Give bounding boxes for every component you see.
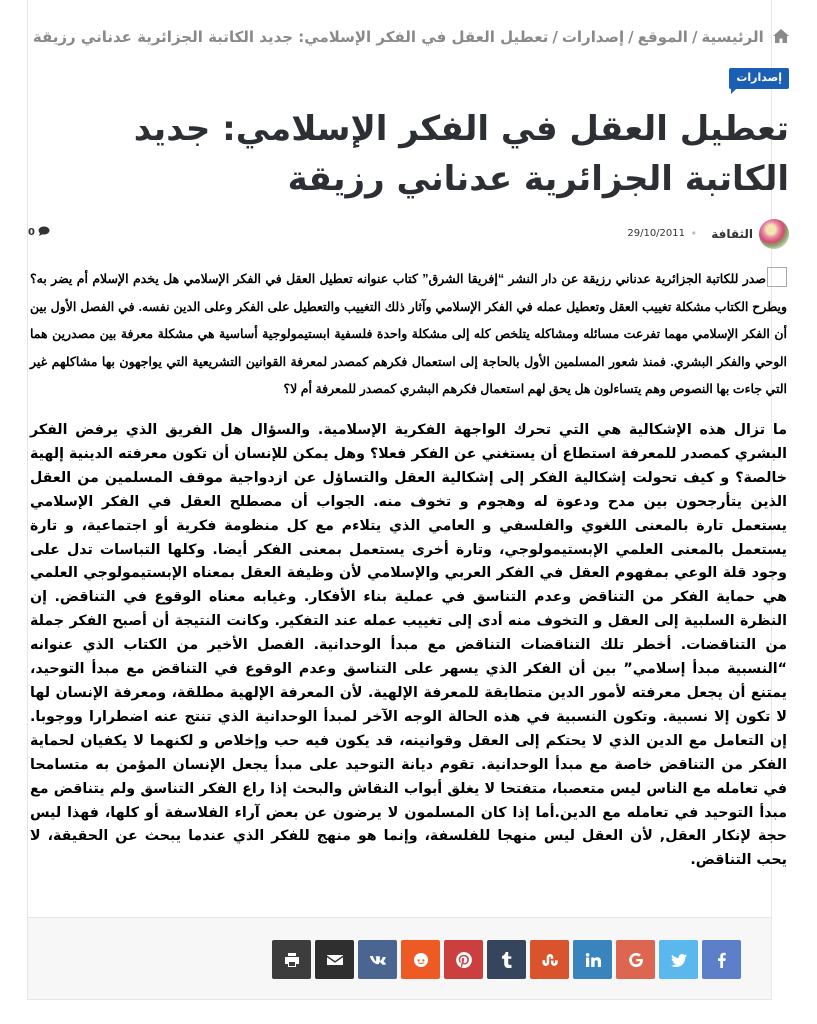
post-body: ما تزال هذه الإشكالية هي التي تحرك الواجهة الفكرية الإسلامية. والسؤال هل الفريق الذي يرفض الفكر البشري كمصدر للمعرفة استطاع أن يستغني عن الفكر فعلا؟ وهل يمكن للإنسان أن تكون معرفته الدينية إلهية خالصة؟ و كيف تحولت إشكالية الفكر إلى إشكالية العقل والتساؤل عن ازدواجية موقف المسلمين من العقل الذين يتأرجحون بين مدح ودعوة له وهجوم و تخوف منه. الجواب أن مصطلح العقل في الفكر الإسلامي يستعمل تارة بالمعنى اللغوي والفلسفي و العامي الذي يتلاءم مع كل منظومة فكرية أو اجتماعية، و تارة يستعمل بالمعنى العلمي الإبستيمولوجي، وتارة أخرى يستعمل بمعنى الفكر أيضا. وكلها التباسات تدل على وجود قلة الوعي بمفهوم العقل في الفكر العربي والإسلامي لأن وظيفة العقل بمعناه الإبستيمولوجي العلمي هي حماية الفكر من التناقض وعدم التناسق في عملية بناء الأفكار. وغيابه معناه الوقوع في التناقض. إن النظرة السلبية إلى العقل و التخوف منه أدى إلى تغييب عمله عند التفكير. وكانت النتيجة أن أصبح الفكر جملة من التناقضات. أخطر تلك التناقضات التناقض مع مبدأ الوحدانية. الفصل الأخير من الكتاب الذي عنوانه “النسبية مبدأ إسلامي” بين أن الفكر الذي يسهر على التناسق وعدم الوقوع في التناقض مع مبدأ التوحيد، يمتنع أن يجعل معرفته لأمور الدين متطابقة للمعرفة الإلهية. لأن المعرفة الإلهية مطلقة، ومعرفة الإنسان لها لا تكون إلا نسبية. وتكون النسبية في هذه الحالة الوجه الآخر لمبدأ الوحدانية الذي تنتج عنه اضطرارا ووجوبا. إن التعامل مع الدين الذي لا يحتكم إلى العقل وقوانينه، قد يكون فيه حب وإخلاص و لكنهما لا يكفيان لحماية الفكر من التناقض خاصة مع مبدأ الوحدانية. تقوم ديانة التوحيد على مبدأ يجعل الإنسان المؤمن به متسامحا في تعامله مع الناس ليس متعصبا، متفتحا لا يغلق أبواب النقاش والبحث إذا راع الفكر التناسق ولم يتناقض مع مبدأ التوحيد في تعامله مع الدين.أما إذا كان المسلمون لا يرضون عن بعض آراء الفلاسفة أو كلها، فهذا ليس حجة لإنكار العقل, لأن العقل ليس منهجا للفلسفة، وإنما هو منهج للفكر الذي عندما يبحث عن الحقيقة، لا يحب التناقض. [30,422,787,869]
share-email-button[interactable] [315,940,354,979]
share-stumbleupon-button[interactable] [530,940,569,979]
share-reddit-button[interactable] [401,940,440,979]
comments-icon [38,226,50,236]
share-pinterest-button[interactable] [444,940,483,979]
share-bar [27,917,772,1000]
breadcrumb-site[interactable]: الموقع [637,28,688,46]
pinterest-icon [456,952,472,968]
broken-image-placeholder [767,267,787,287]
envelope-icon [327,952,343,968]
linkedin-icon [585,952,601,968]
post-title: تعطيل العقل في الفكر الإسلامي: جديد الكاتبة الجزائرية عدناني رزيقة [133,109,789,199]
share-tumblr-button[interactable] [487,940,526,979]
author-avatar[interactable] [759,219,789,249]
home-icon[interactable] [773,29,789,43]
breadcrumb-separator: / [552,28,558,46]
meta-separator-dot: • [690,227,697,240]
breadcrumb-separator: / [628,28,634,46]
twitter-icon [671,952,687,968]
facebook-icon [714,952,730,968]
vk-icon [370,952,386,968]
share-linkedin-button[interactable] [573,940,612,979]
reddit-icon [413,952,429,968]
breadcrumb-category[interactable]: إصدارات [561,28,625,46]
print-icon [284,952,300,968]
post-meta [28,219,789,249]
share-vk-button[interactable] [358,940,397,979]
share-facebook-button[interactable] [702,940,741,979]
breadcrumb-home[interactable]: الرئيسية [701,28,764,46]
post-date: 29/10/2011 [627,228,685,239]
google-icon [628,952,644,968]
comments-link[interactable] [28,226,50,238]
stumbleupon-icon [542,952,558,968]
intro-text: صدر للكاتبة الجزائرية عدناني رزيقة عن دار النشر “إفريقا الشرق” كتاب عنوانه تعطيل العقل في الفكر الإسلامي هل يخدم الإسلام أم يضر به؟ ويطرح الكتاب مشكلة تغييب العقل وتعطيل عمله في الفكر الإسلامي وآثار ذلك التغييب والتعطيل على الفكر وعلى الدين نفسه. في الفصل الأول بين أن الفكر الإسلامي مهما تفرعت مسائله ومشاكله يتلخص كله إلى مشكلة واحدة فلسفية ابستيمولوجية أساسية هي مشكلة معرفة بين مصدرين هما الوحي والفكر البشري. فمنذ شعور المسلمين الأول بالحاجة إلى استعمال فكرهم كمصدر لمعرفة القوانين التشريعية التي يواجهون بها مشاكلهم غير التي جاءت بها النصوص وهم يتساءلون هل يحق لهم استعمال فكرهم البشري كمصدر للمعرفة أم لا؟ [30,272,787,396]
comments-count: 0 [28,227,35,238]
post-intro [30,266,787,404]
author-name[interactable]: الثقافة [711,227,753,241]
breadcrumb [33,28,789,46]
share-google-button[interactable] [616,940,655,979]
share-buttons [272,940,741,979]
breadcrumb-separator: / [691,28,698,46]
tumblr-icon [499,952,515,968]
share-twitter-button[interactable] [659,940,698,979]
breadcrumb-current: تعطيل العقل في الفكر الإسلامي: جديد الكاتبة الجزائرية عدناني رزيقة [32,28,549,46]
share-print-button[interactable] [272,940,311,979]
category-badge[interactable]: إصدارات [729,68,789,89]
